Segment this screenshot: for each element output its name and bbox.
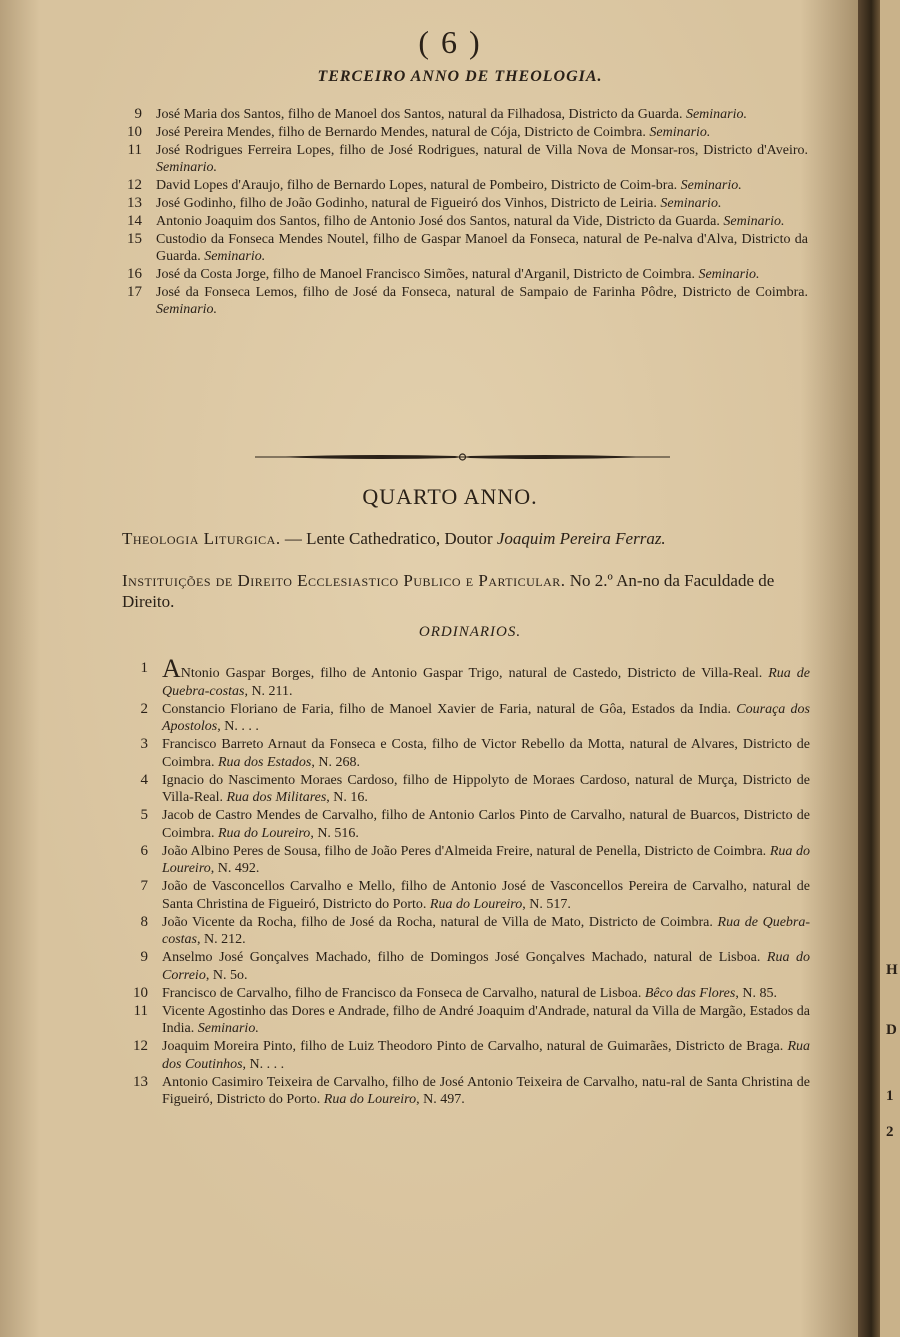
entry-number: 17 <box>127 284 142 300</box>
entry-body: Jacob de Castro Mendes de Carvalho, filho de Antonio Carlos Pinto de Carvalho, natural de Buarcos, Districto de Coimbra. <box>162 808 810 841</box>
entry-number: 9 <box>140 949 148 965</box>
course-lecturer: Joaquim Pereira Ferraz. <box>496 529 666 548</box>
entry-number: 4 <box>140 771 148 788</box>
list-item <box>124 1003 810 1038</box>
entry-body: João de Vasconcellos Carvalho e Mello, filho de Antonio José de Vasconcellos Pereira de Carvalho, natural de Santa Christina de Figueiró, Districto do Porto. <box>162 879 810 912</box>
entry-residence: Seminario. <box>685 107 748 122</box>
entry-address: Rua de Quebra-costas <box>162 666 811 699</box>
list-item <box>124 654 811 700</box>
entry-address: Couraça dos Apostolos <box>162 701 811 734</box>
entry-text <box>156 142 808 176</box>
entry-text <box>156 266 808 283</box>
section-title: TERCEIRO ANNO DE THEOLOGIA. <box>317 68 603 85</box>
entry-number: 7 <box>140 878 148 894</box>
entry-number: 16 <box>127 266 142 282</box>
entry-address: Rua do Loureiro <box>323 1092 417 1107</box>
list-item <box>118 142 808 176</box>
student-list-quarto <box>124 654 811 1109</box>
entry-number: 10 <box>127 124 142 140</box>
entry-house-number: , N. 211. <box>244 683 293 699</box>
entry-text <box>162 701 810 736</box>
entry-address: Rua dos Estados <box>218 754 312 770</box>
entry-number: 12 <box>127 177 142 193</box>
entry-text <box>156 124 808 141</box>
entry-body: João Albino Peres de Sousa, filho de João Peres d'Almeida Freire, natural de Penella, Districto de Coimbra. <box>162 843 767 859</box>
entry-number: 15 <box>127 231 142 247</box>
list-item <box>124 807 810 842</box>
entry-number: 14 <box>127 213 142 229</box>
entry-residence: Seminario. <box>723 214 785 229</box>
entry-house-number: , N. . . . <box>242 1056 285 1072</box>
entry-number: 1 <box>140 660 148 676</box>
entry-number: 8 <box>140 913 148 930</box>
entry-body: Francisco Barreto Arnaut da Fonseca e Costa, filho de Victor Rebello da Motta, natural de Alvares, Districto de Coimbra. <box>162 737 810 770</box>
list-item <box>124 1038 810 1073</box>
entry-house-number: , N. 16. <box>326 790 368 805</box>
entry-text <box>162 736 810 771</box>
entry-house-number: , N. 5o. <box>205 967 248 983</box>
ornamental-rule <box>255 452 670 462</box>
list-item <box>124 843 810 878</box>
entry-text <box>162 949 810 984</box>
entry-body: Custodio da Fonseca Mendes Noutel, filho de Gaspar Manoel da Fonseca, natural de Pe-nalva d'Alva, Districto da Guarda. <box>156 232 808 264</box>
next-page-fragment: 2 <box>886 1124 894 1140</box>
entry-body: Antonio Joaquim dos Santos, filho de Antonio José dos Santos, natural da Vide, Districto da Guarda. <box>156 214 720 229</box>
entry-house-number: , N. 268. <box>311 754 360 770</box>
list-item <box>124 985 810 1003</box>
course-liturgica <box>122 528 810 549</box>
entry-number: 10 <box>133 984 148 1001</box>
entry-text <box>162 1003 810 1038</box>
entry-address: Rua do Loureiro <box>429 896 523 912</box>
entry-address: Rua do Correio <box>162 950 811 983</box>
entry-address: Seminario. <box>197 1021 259 1036</box>
entry-body: José da Fonseca Lemos, filho de José da Fonseca, natural de Sampaio de Farinha Pôdre, Districto de Coimbra. <box>156 285 808 300</box>
book-gutter <box>858 0 880 1337</box>
entry-house-number: , N. . . . <box>217 719 259 734</box>
section-heading-quarto: QUARTO ANNO. <box>362 484 538 509</box>
entry-number: 6 <box>140 842 148 859</box>
entry-house-number: , N. 516. <box>310 825 359 841</box>
list-item <box>118 195 808 212</box>
entry-number: 12 <box>133 1038 148 1054</box>
list-item <box>124 701 810 736</box>
entry-house-number: , N. 492. <box>210 861 260 876</box>
entry-text <box>162 843 810 878</box>
list-item <box>124 1074 810 1109</box>
course-subject: Instituições de Direito Ecclesiastico Publico e Particular. <box>122 571 566 590</box>
entry-residence: Seminario. <box>698 267 760 282</box>
list-item <box>118 231 808 265</box>
entry-text <box>162 985 810 1003</box>
entry-number: 3 <box>140 736 148 752</box>
entry-body: José Pereira Mendes, filho de Bernardo Mendes, natural de Cója, Districto de Coimbra. <box>156 125 646 140</box>
entry-residence: Seminario. <box>660 196 722 211</box>
list-item <box>124 772 810 807</box>
entry-residence: Seminario. <box>649 125 711 140</box>
entry-body: José Godinho, filho de João Godinho, natural de Figueiró dos Vinhos, Districto de Leiria. <box>156 196 657 211</box>
entry-body: Joaquim Moreira Pinto, filho de Luiz Theodoro Pinto de Carvalho, natural de Guimarães, Districto de Braga. <box>162 1039 784 1054</box>
list-item <box>124 949 810 984</box>
entry-house-number: , N. 212. <box>197 932 246 947</box>
entry-body: Vicente Agostinho das Dores e Andrade, filho de André Joaquim d'Andrade, natural da Villa de Margão, Estados da India. <box>162 1003 810 1036</box>
entry-body: David Lopes d'Araujo, filho de Bernardo Lopes, natural de Pombeiro, Districto de Coim-bra. <box>156 178 678 193</box>
entry-address: Rua do Loureiro <box>218 825 311 841</box>
list-item <box>118 106 808 123</box>
entry-address: Bêco das Flores <box>644 985 736 1001</box>
list-item <box>118 177 808 194</box>
entry-number: 5 <box>140 807 148 823</box>
entry-body: Francisco de Carvalho, filho de Francisco da Fonseca de Carvalho, natural de Lisboa. <box>162 985 642 1001</box>
entry-text <box>156 177 808 194</box>
entry-house-number: , N. 85. <box>735 985 777 1001</box>
entry-residence: Seminario. <box>156 302 218 317</box>
entry-body: Ignacio do Nascimento Moraes Cardoso, filho de Hippolyto de Moraes Cardoso, natural de Murça, Districto de Villa-Real. <box>162 772 810 805</box>
list-item <box>124 878 810 913</box>
entry-text <box>156 195 808 212</box>
list-item <box>124 914 810 949</box>
entry-address: Rua dos Coutinhos <box>162 1039 810 1072</box>
list-item <box>118 284 808 318</box>
entry-text <box>156 231 808 265</box>
entry-number: 13 <box>133 1073 148 1090</box>
list-item <box>118 266 808 283</box>
course-subject: Theologia Liturgica. <box>122 529 281 548</box>
entry-body: José da Costa Jorge, filho de Manoel Francisco Simões, natural d'Arganil, Districto de Coimbra. <box>156 267 695 282</box>
entry-house-number: , N. 497. <box>416 1092 465 1107</box>
entry-house-number: , N. 517. <box>522 896 571 912</box>
entry-text <box>156 106 808 123</box>
entry-number: 11 <box>127 142 142 158</box>
entry-address: Rua de Quebra-costas <box>162 914 811 947</box>
page-number: ( 6 ) <box>418 24 482 60</box>
entry-text <box>162 772 810 807</box>
list-item <box>124 736 810 771</box>
entry-address: Rua do Loureiro <box>162 843 810 876</box>
entry-body: José Rodrigues Ferreira Lopes, filho de José Rodrigues, natural de Villa Nova de Monsar-ros, Districto d'Aveiro. <box>156 143 808 158</box>
next-page-fragment: H <box>886 962 898 978</box>
entry-number: 9 <box>134 106 142 122</box>
drop-cap: A <box>162 654 181 683</box>
entry-body: José Maria dos Santos, filho de Manoel dos Santos, natural da Filhadosa, Districto da Guarda. <box>156 107 683 122</box>
entry-text <box>162 1038 810 1073</box>
entry-residence: Seminario. <box>204 249 266 264</box>
next-page-fragment: D <box>886 1022 897 1038</box>
entry-text <box>162 878 810 913</box>
entry-text <box>162 807 810 842</box>
list-item <box>118 124 808 141</box>
entry-number: 13 <box>127 195 142 211</box>
ordinarios-heading: ORDINARIOS. <box>418 624 522 640</box>
entry-text <box>162 914 810 949</box>
entry-text <box>156 284 808 318</box>
course-lecturer-label: — Lente Cathedratico, Doutor <box>280 529 497 548</box>
entry-number: 2 <box>140 700 148 717</box>
entry-residence: Seminario. <box>156 160 218 175</box>
entry-address: Rua dos Militares <box>226 790 327 805</box>
next-page-fragment: 1 <box>886 1088 894 1104</box>
course-note: No 2.º An-no da Faculdade de Direito. <box>122 571 775 611</box>
entry-text <box>156 213 808 230</box>
student-list-terceiro <box>118 106 808 319</box>
list-item <box>118 213 808 230</box>
entry-body: Anselmo José Gonçalves Machado, filho de Domingos José Gonçalves Machado, natural de Lisboa. <box>162 950 761 965</box>
entry-body: Ntonio Gaspar Borges, filho de Antonio Gaspar Trigo, natural de Castedo, Districto de Villa-Real. <box>180 666 763 681</box>
entry-number: 11 <box>133 1002 148 1019</box>
next-page-edge <box>880 0 900 1337</box>
entry-body: João Vicente da Rocha, filho de José da Rocha, natural de Villa de Mato, Districto de Coimbra. <box>162 914 713 930</box>
entry-text <box>162 654 811 700</box>
course-direito <box>122 570 810 612</box>
entry-body: Antonio Casimiro Teixeira de Carvalho, filho de José Antonio Teixeira de Carvalho, natu-ral de Santa Christina de Figueiró, Districto do Porto. <box>162 1074 810 1107</box>
entry-text <box>162 1074 810 1109</box>
entry-body: Constancio Floriano de Faria, filho de Manoel Xavier de Faria, natural de Gôa, Estados da India. <box>162 701 731 717</box>
entry-residence: Seminario. <box>680 178 742 193</box>
